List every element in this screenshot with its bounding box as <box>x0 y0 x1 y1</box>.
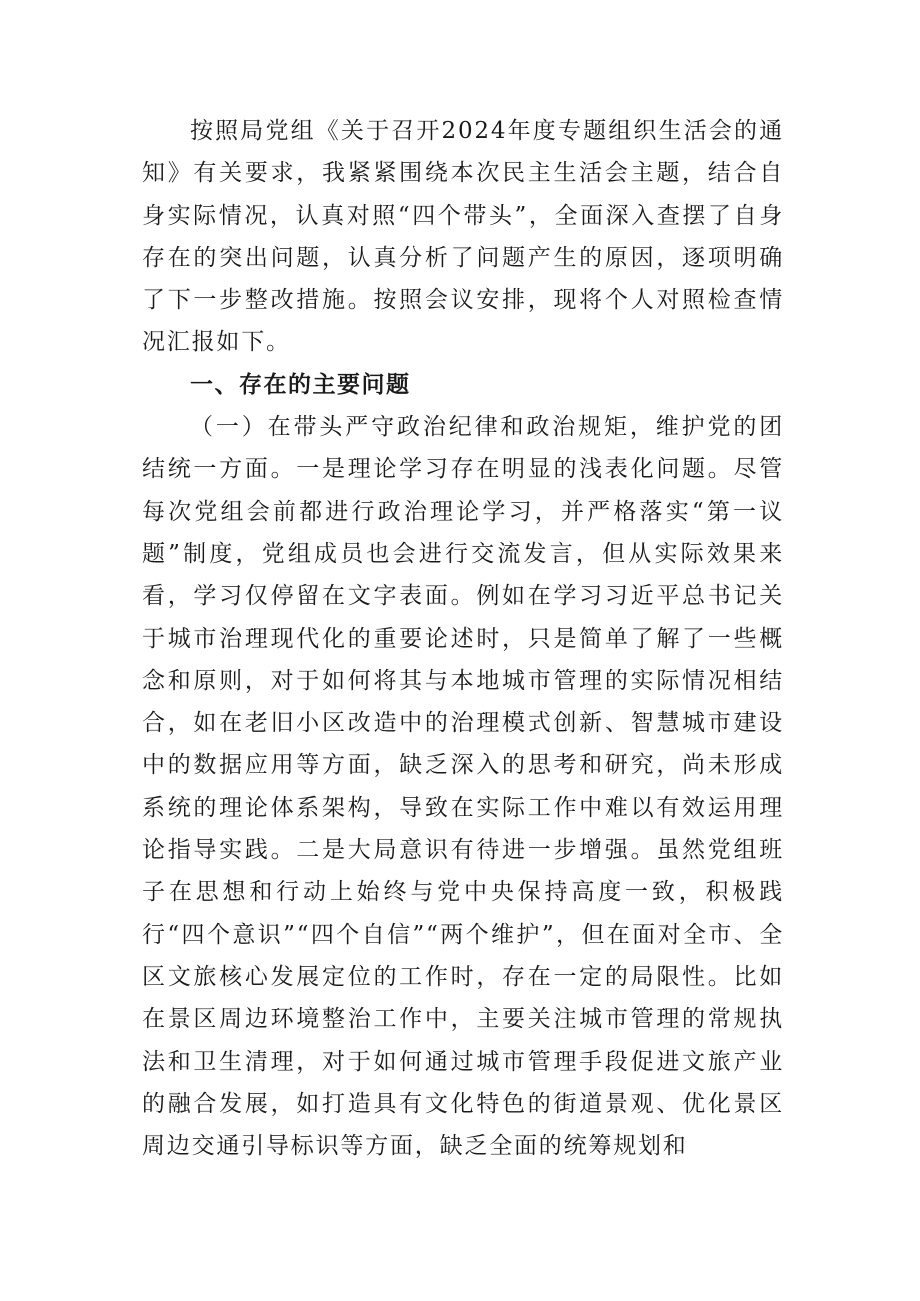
section-heading: 一、存在的主要问题 <box>190 371 411 398</box>
document-body <box>142 110 784 1167</box>
intro-paragraph: 按照局党组《关于召开2024年度专题组织生活会的通知》有关要求，我紧紧围绕本次民主生活会主题，结合自身实际情况，认真对照“四个带头”，全面深入查摆了自身存在的突出问题，认真分析了问题产生的原因，逐项明确了下一步整改措施。按照会议安排，现将个人对照检查情况汇报如下。 <box>142 118 784 356</box>
subsection-paragraph: （一）在带头严守政治纪律和政治规矩，维护党的团结统一方面。一是理论学习存在明显的浅表化问题。尽管每次党组会前都进行政治理论学习，并严格落实“第一议题”制度，党组成员也会进行交流发言，但从实际效果来看，学习仅停留在文字表面。例如在学习习近平总书记关于城市治理现代化的重要论述时，只是简单了解了一些概念和原则，对于如何将其与本地城市管理的实际情况相结合，如在老旧小区改造中的治理模式创新、智慧城市建设中的数据应用等方面，缺乏深入的思考和研究，尚未形成系统的理论体系架构，导致在实际工作中难以有效运用理论指导实践。二是大局意识有待进一步增强。虽然党组班子在思想和行动上始终与党中央保持高度一致，积极践行“四个意识”“四个自信”“两个维护”，但在面对全市、全区文旅核心发展定位的工作时，存在一定的局限性。比如在景区周边环境整治工作中，主要关注城市管理的常规执法和卫生清理，对于如何通过城市管理手段促进文旅产业的融合发展，如打造具有文化特色的街道景观、优化景区周边交通引导标识等方面，缺乏全面的统筹规划和 <box>142 414 784 1160</box>
